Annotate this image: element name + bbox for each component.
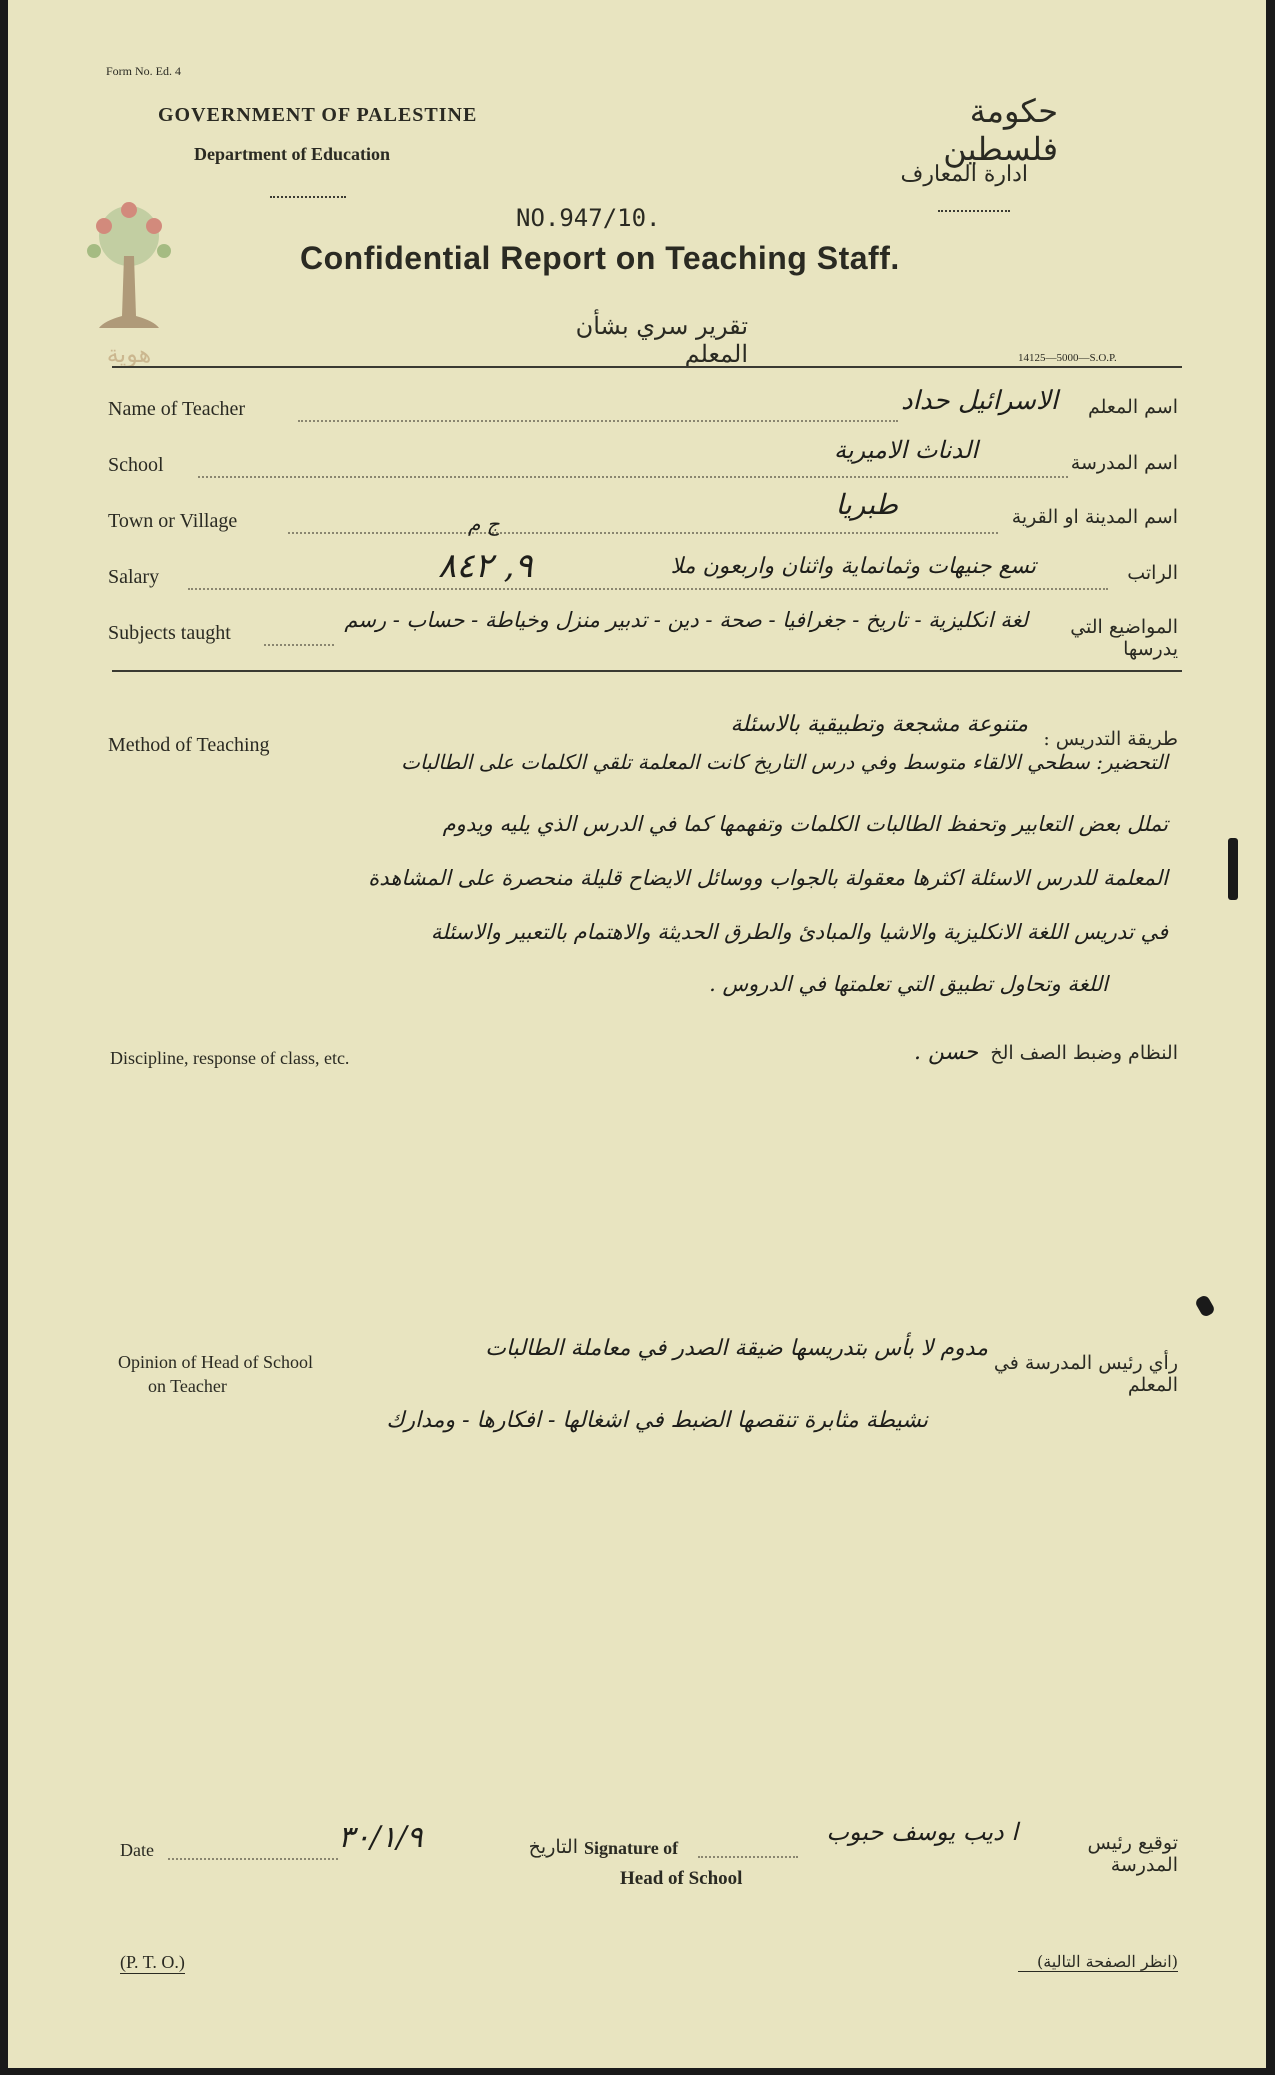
subjects-label-ar: المواضيع التي يدرسها (1070, 616, 1178, 660)
town-dotted-line (288, 532, 998, 534)
document-page (8, 0, 1266, 2068)
name-label: Name of Teacher (108, 398, 246, 420)
pto-label-ar: (انظر الصفحة التالية) (1018, 1952, 1178, 1972)
method-line-3: تملل بعض التعابير وتحفظ الطالبات الكلمات وتفهمها كما في الدرس الذي يليه ويدوم (442, 812, 1168, 836)
header-divider-left (270, 196, 346, 198)
signature-dotted-line (698, 1856, 798, 1858)
teacher-name-value: الاسرائيل حداد (901, 386, 1058, 416)
fields-rule (112, 670, 1182, 672)
margin-mark (1228, 838, 1238, 900)
opinion-label-line1: Opinion of Head of School (118, 1352, 313, 1372)
salary-label: Salary (108, 566, 160, 588)
salary-label-ar: الراتب (1127, 562, 1178, 584)
discipline-label: Discipline, response of class, etc. (110, 1048, 350, 1068)
department-title-ar: ادارة المعارف (900, 162, 1028, 187)
salary-amount-note: ج م (468, 512, 500, 536)
subjects-label: Subjects taught (108, 622, 231, 644)
method-label: Method of Teaching (108, 734, 270, 756)
watermark-text: هوية (106, 340, 152, 368)
signature-value: ا ديب يوسف حبوب (826, 1818, 1018, 1846)
discipline-value: حسن . (914, 1040, 978, 1065)
date-value: ٣٠/١/٩ (338, 1820, 423, 1855)
government-title: GOVERNMENT OF PALESTINE (158, 104, 478, 126)
signature-label-2: Head of School (620, 1868, 743, 1889)
government-title-ar: حكومة فلسطين (943, 92, 1058, 168)
salary-value: تسع جنيهات وثمانماية واثنان واربعون ملا (670, 554, 1036, 579)
report-title: Confidential Report on Teaching Staff. (300, 240, 900, 276)
subjects-value: لغة انكليزية - تاريخ - جغرافيا - صحة - دين - تدبير منزل وخياطة - حساب - رسم (344, 608, 1028, 632)
opinion-line-1: مدوم لا بأس بتدريسها ضيقة الصدر في معاملة الطالبات (485, 1336, 988, 1361)
signature-label: Signature of (584, 1838, 679, 1858)
pto-label: (P. T. O.) (120, 1952, 185, 1972)
name-dotted-line (298, 420, 898, 422)
print-code: 14125—5000—S.O.P. (1018, 352, 1117, 364)
method-line-1: متنوعة مشجعة وتطبيقية بالاسئلة (730, 712, 1028, 737)
method-line-5: في تدريس اللغة الانكليزية والاشيا والمبادئ والطرق الحديثة والاهتمام بالتعبير والاسئلة (430, 920, 1168, 944)
method-label-ar: طريقة التدريس : (1043, 728, 1178, 750)
method-line-6: اللغة وتحاول تطبيق التي تعلمتها في الدروس . (709, 972, 1108, 996)
date-label-ar: التاريخ (528, 1836, 578, 1858)
school-label-ar: اسم المدرسة (1070, 452, 1178, 474)
header-rule (112, 366, 1182, 368)
salary-amount: ٩, ٨٤٢ (438, 546, 533, 586)
report-title-ar: تقرير سري بشأن المعلم (575, 312, 748, 368)
opinion-label-line2: on Teacher (148, 1376, 227, 1396)
date-label: Date (120, 1840, 154, 1860)
salary-dotted-line (188, 588, 1108, 590)
name-label-ar: اسم المعلم (1087, 396, 1178, 418)
town-label: Town or Village (108, 510, 238, 532)
method-line-4: المعلمة للدرس الاسئلة اكثرها معقولة بالجواب ووسائل الايضاح قليلة منحصرة على المشاهدة (368, 866, 1168, 890)
school-dotted-line (198, 476, 1068, 478)
watermark-logo (74, 196, 184, 366)
department-title: Department of Education (194, 144, 390, 164)
form-number: Form No. Ed. 4 (106, 64, 181, 78)
school-label: School (108, 454, 164, 476)
date-dotted-line (168, 1858, 338, 1860)
school-value: الدناث الاميرية (833, 436, 978, 464)
method-line-2: التحضير: سطحي الالقاء متوسط وفي درس التاريخ كانت المعلمة تلقي الكلمات على الطالبات (401, 750, 1168, 774)
opinion-line-2: نشيطة مثابرة تنقصها الضبط في اشغالها - افكارها - ومدارك (386, 1408, 928, 1433)
town-value: طبريا (835, 488, 898, 521)
subjects-dotted-line (264, 644, 334, 646)
town-label-ar: اسم المدينة او القرية (1011, 506, 1178, 528)
opinion-label-ar: رأي رئيس المدرسة في المعلم (993, 1352, 1178, 1396)
tree-icon (74, 196, 184, 336)
ink-blot (1194, 1294, 1216, 1318)
signature-label-ar: توقيع رئيس المدرسة (1087, 1832, 1178, 1876)
discipline-label-ar: النظام وضبط الصف الخ (990, 1042, 1178, 1064)
reference-number: NO.947/10. (516, 204, 661, 232)
header-divider-right (938, 210, 1010, 212)
